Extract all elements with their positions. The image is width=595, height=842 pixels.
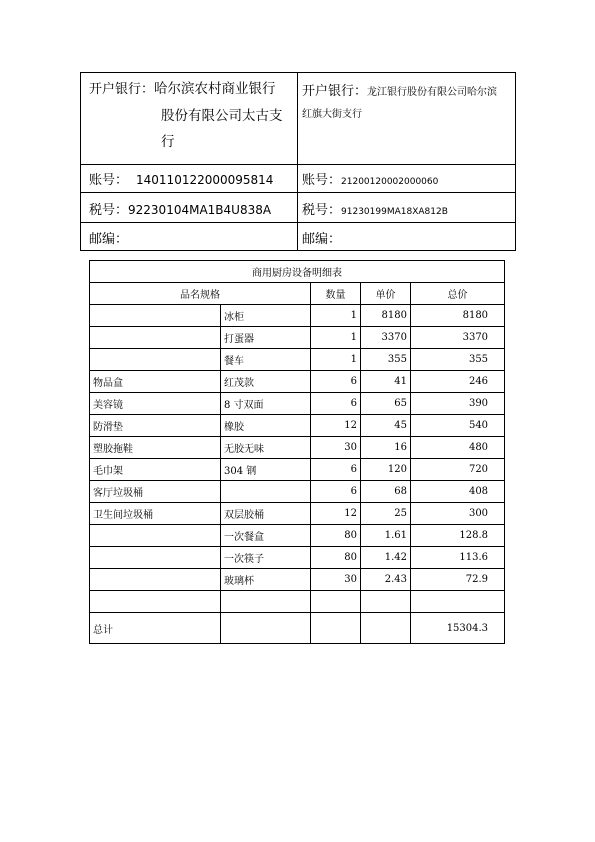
payer-postal-label: 邮编：	[89, 232, 129, 247]
row-spec: 一次餐盒	[221, 525, 311, 547]
table-row	[90, 591, 505, 613]
row-spec: 红茂款	[221, 371, 311, 393]
row-unit-price: 68	[361, 481, 411, 503]
equipment-detail-table	[89, 260, 505, 644]
row-quantity: 1	[311, 305, 361, 327]
payee-tax-label: 税号：	[302, 203, 342, 218]
row-spec: 双层胶桶	[221, 503, 311, 525]
row-unit-price: 16	[361, 437, 411, 459]
row-total-price: 300	[411, 503, 505, 525]
row-total-price: 540	[411, 415, 505, 437]
payer-account-label: 账号：	[89, 173, 129, 188]
sum-empty-qty	[311, 613, 361, 644]
payee-account-cell	[298, 165, 516, 193]
row-quantity: 6	[311, 393, 361, 415]
row-item-name: 卫生间垃圾桶	[90, 503, 221, 525]
row-unit-price: 355	[361, 349, 411, 371]
row-spec: 8 寸双面	[221, 393, 311, 415]
header-quantity: 数量	[311, 283, 361, 305]
row-item-name	[90, 591, 221, 613]
row-unit-price: 1.61	[361, 525, 411, 547]
table-row	[90, 525, 505, 547]
table-row	[90, 393, 505, 415]
table-row	[90, 305, 505, 327]
row-total-price: 72.9	[411, 569, 505, 591]
row-total-price: 3370	[411, 327, 505, 349]
row-unit-price: 3370	[361, 327, 411, 349]
table-row	[90, 371, 505, 393]
payer-tax-id: 92230104MA1B4U838A	[128, 203, 272, 217]
row-quantity: 80	[311, 525, 361, 547]
equipment-rows	[90, 305, 505, 613]
row-item-name: 毛巾架	[90, 459, 221, 481]
row-unit-price: 45	[361, 415, 411, 437]
row-unit-price: 8180	[361, 305, 411, 327]
row-spec: 餐车	[221, 349, 311, 371]
row-quantity: 30	[311, 569, 361, 591]
row-total-price: 113.6	[411, 547, 505, 569]
table-row	[90, 569, 505, 591]
table-row	[90, 415, 505, 437]
row-unit-price: 41	[361, 371, 411, 393]
payee-bank-line1: 龙江银行股份有限公司哈尔滨	[367, 87, 498, 98]
row-unit-price: 120	[361, 459, 411, 481]
row-total-price: 720	[411, 459, 505, 481]
row-quantity: 1	[311, 349, 361, 371]
row-item-name	[90, 349, 221, 371]
row-item-name: 客厅垃圾桶	[90, 481, 221, 503]
row-spec: 橡胶	[221, 415, 311, 437]
payee-postal-cell	[298, 223, 516, 251]
row-item-name: 物品盒	[90, 371, 221, 393]
sum-value: 15304.3	[411, 613, 505, 644]
row-unit-price: 65	[361, 393, 411, 415]
row-item-name	[90, 547, 221, 569]
payee-bank-cell	[298, 73, 516, 165]
sum-label: 总计	[90, 613, 221, 644]
payer-bank-line2: 股份有限公司太古支	[161, 108, 283, 124]
row-quantity: 80	[311, 547, 361, 569]
table-row	[90, 459, 505, 481]
payer-tax-label: 税号：	[89, 203, 129, 218]
payee-postal-label: 邮编：	[302, 232, 342, 247]
row-item-name	[90, 327, 221, 349]
row-total-price: 390	[411, 393, 505, 415]
row-total-price: 408	[411, 481, 505, 503]
row-item-name: 防滑垫	[90, 415, 221, 437]
table-title: 商用厨房设备明细表	[90, 261, 505, 283]
row-quantity: 1	[311, 327, 361, 349]
row-unit-price: 1.42	[361, 547, 411, 569]
row-total-price: 246	[411, 371, 505, 393]
payer-postal-cell	[81, 223, 298, 251]
row-quantity: 6	[311, 459, 361, 481]
bank-info-table	[80, 72, 516, 251]
row-item-name	[90, 525, 221, 547]
payer-account-number: 140110122000095814	[136, 173, 274, 187]
row-spec: 304 钢	[221, 459, 311, 481]
row-spec	[221, 591, 311, 613]
row-quantity	[311, 591, 361, 613]
payee-bank-line2: 红旗大街支行	[302, 109, 362, 120]
payee-account-label: 账号：	[302, 173, 342, 188]
row-unit-price: 2.43	[361, 569, 411, 591]
row-quantity: 30	[311, 437, 361, 459]
row-total-price: 8180	[411, 305, 505, 327]
row-quantity: 12	[311, 503, 361, 525]
row-item-name: 塑胶拖鞋	[90, 437, 221, 459]
row-item-name	[90, 305, 221, 327]
row-spec: 冰柜	[221, 305, 311, 327]
payee-bank-label: 开户银行：	[302, 84, 368, 99]
payee-tax-cell	[298, 193, 516, 223]
row-spec: 一次筷子	[221, 547, 311, 569]
row-item-name: 美容镜	[90, 393, 221, 415]
row-spec: 打蛋器	[221, 327, 311, 349]
header-name-spec: 品名规格	[90, 283, 311, 305]
table-row	[90, 547, 505, 569]
payer-bank-label: 开户银行：	[89, 82, 155, 97]
row-spec	[221, 481, 311, 503]
row-total-price: 480	[411, 437, 505, 459]
row-item-name	[90, 569, 221, 591]
table-row	[90, 481, 505, 503]
row-quantity: 6	[311, 481, 361, 503]
row-spec: 玻璃杯	[221, 569, 311, 591]
row-unit-price	[361, 591, 411, 613]
table-row	[90, 503, 505, 525]
row-total-price: 355	[411, 349, 505, 371]
payee-tax-id: 91230199MA18XA812B	[341, 207, 448, 217]
row-quantity: 6	[311, 371, 361, 393]
payer-tax-cell	[81, 193, 298, 223]
payee-account-number: 21200120002000060	[341, 177, 439, 187]
table-row	[90, 349, 505, 371]
payer-bank-line3: 行	[161, 134, 175, 150]
header-total-price: 总价	[411, 283, 505, 305]
header-unit-price: 单价	[361, 283, 411, 305]
payer-bank-cell	[81, 73, 298, 165]
row-spec: 无胶无味	[221, 437, 311, 459]
sum-empty-price	[361, 613, 411, 644]
row-unit-price: 25	[361, 503, 411, 525]
table-row	[90, 327, 505, 349]
payer-bank-line1: 哈尔滨农村商业银行	[154, 81, 276, 97]
table-row	[90, 437, 505, 459]
row-total-price: 128.8	[411, 525, 505, 547]
row-total-price	[411, 591, 505, 613]
sum-empty-spec	[221, 613, 311, 644]
row-quantity: 12	[311, 415, 361, 437]
payer-account-cell	[81, 165, 298, 193]
